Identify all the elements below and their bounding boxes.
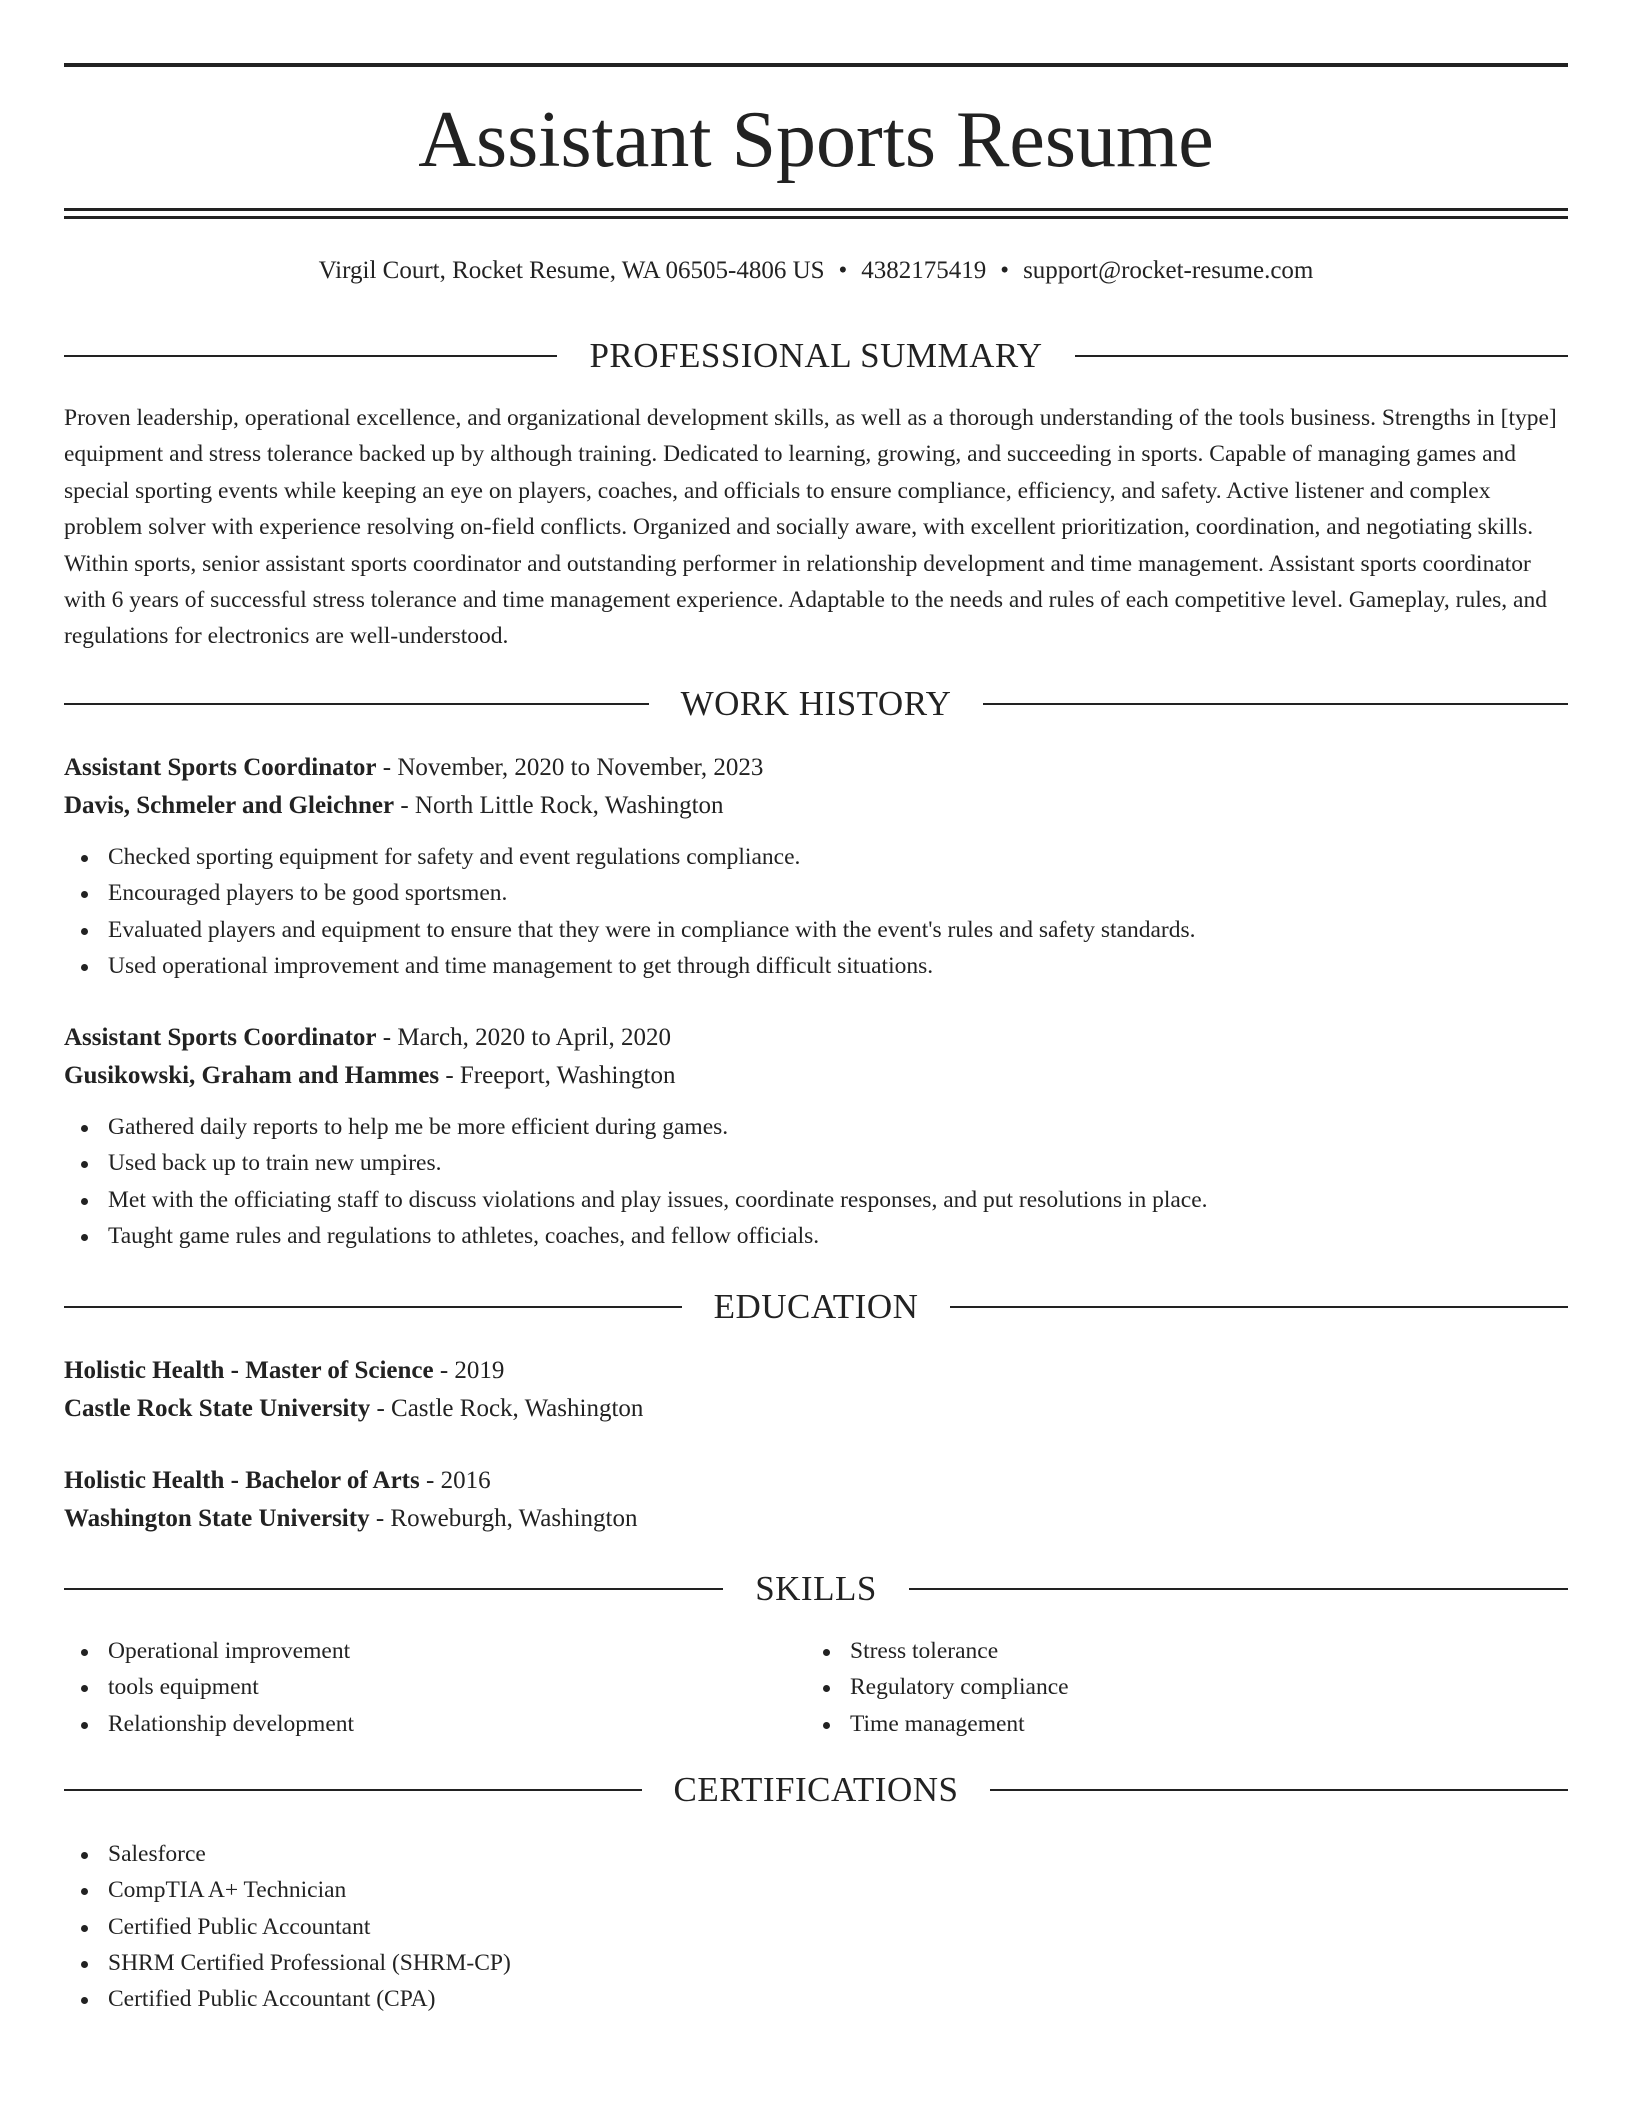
section-rule-left [64, 703, 649, 705]
school-line [64, 1390, 1568, 1428]
work-entry [64, 749, 1568, 984]
job-location: - North Little Rock, Washington [394, 792, 724, 819]
degree-line [64, 1352, 1568, 1390]
section-header-work [64, 682, 1568, 726]
section-title-work: WORK HISTORY [680, 684, 952, 723]
contact-email: support@rocket-resume.com [1023, 257, 1314, 284]
contact-phone: 4382175419 [861, 257, 987, 284]
section-rule-right [909, 1588, 1568, 1590]
job-title: Assistant Sports Coordinator [64, 754, 377, 781]
certifications-list [64, 1836, 1568, 2017]
degree-line [64, 1462, 1568, 1500]
section-rule-left [64, 355, 557, 357]
list-item: Evaluated players and equipment to ensure that they were in compliance with the event's rules and safety standards. [64, 912, 1568, 948]
list-item: CompTIA A+ Technician [64, 1872, 1568, 1908]
degree-year: - 2016 [419, 1467, 491, 1494]
education-entry [64, 1462, 1568, 1538]
list-item: Used back up to train new umpires. [64, 1145, 1568, 1181]
section-rule-right [1075, 355, 1568, 357]
list-item: tools equipment [64, 1669, 764, 1705]
degree-year: - 2019 [433, 1357, 505, 1384]
section-title-summary: PROFESSIONAL SUMMARY [589, 336, 1043, 375]
skills-list [806, 1633, 1506, 1742]
school: Washington State University [64, 1505, 370, 1532]
degree: Holistic Health - Bachelor of Arts [64, 1467, 420, 1494]
certifications-block [64, 1836, 1568, 2017]
list-item: SHRM Certified Professional (SHRM-CP) [64, 1945, 1568, 1981]
list-item: Used operational improvement and time management to get through difficult situations. [64, 948, 1568, 984]
list-item: Encouraged players to be good sportsmen. [64, 875, 1568, 911]
section-header-certifications [64, 1768, 1568, 1812]
section-title-education: EDUCATION [713, 1287, 919, 1326]
school-line [64, 1500, 1568, 1538]
skills-column-left [64, 1633, 764, 1742]
section-rule-left [64, 1789, 642, 1791]
job-company-line [64, 1057, 1568, 1095]
list-item: Certified Public Accountant [64, 1909, 1568, 1945]
list-item: Checked sporting equipment for safety and event regulations compliance. [64, 839, 1568, 875]
section-header-skills [64, 1567, 1568, 1611]
section-header-summary [64, 334, 1568, 378]
job-dates: - March, 2020 to April, 2020 [376, 1024, 671, 1051]
section-rule-left [64, 1306, 682, 1308]
job-dates: - November, 2020 to November, 2023 [376, 754, 764, 781]
list-item: Certified Public Accountant (CPA) [64, 1981, 1568, 2017]
summary-paragraph: Proven leadership, operational excellence, and organizational development skills, as well as a thorough understanding of the tools business. Strengths in [type] equipment and stress tolerance backed up by although training. Dedicated to learning, growing, and succeeding in sports. Capable of managing games and special sporting events while keeping an eye on players, coaches, and officials to ensure compliance, efficiency, and safety. Active listener and complex problem solver with experience resolving on-field conflicts. Organized and socially aware, with excellent prioritization, coordination, and negotiating skills. Within sports, senior assistant sports coordinator and outstanding performer in relationship development and time management. Assistant sports coordinator with 6 years of successful stress tolerance and time management experience. Adaptable to the needs and rules of each competitive level. Gameplay, rules, and regulations for electronics are well-understood. [64, 405, 1557, 650]
job-duties-list [64, 839, 1568, 984]
work-entry [64, 1019, 1568, 1254]
list-item: Taught game rules and regulations to athletes, coaches, and fellow officials. [64, 1218, 1568, 1254]
contact-separator: • [838, 257, 848, 284]
skills-column-right [806, 1633, 1506, 1742]
resume-title: Assistant Sports Resume [418, 96, 1214, 184]
section-title-certifications: CERTIFICATIONS [673, 1770, 959, 1809]
job-company: Davis, Schmeler and Gleichner [64, 792, 395, 819]
education-entry [64, 1352, 1568, 1428]
section-title-skills: SKILLS [755, 1569, 877, 1608]
contact-line [64, 254, 1568, 288]
school-location: - Castle Rock, Washington [370, 1395, 644, 1422]
job-title: Assistant Sports Coordinator [64, 1024, 377, 1051]
title-rule-upper [64, 208, 1568, 211]
list-item: Operational improvement [64, 1633, 764, 1669]
section-rule-left [64, 1588, 723, 1590]
contact-address: Virgil Court, Rocket Resume, WA 06505-4806 US [318, 257, 825, 284]
top-rule [64, 63, 1568, 67]
section-header-education [64, 1285, 1568, 1329]
title-rule-lower [64, 216, 1568, 219]
school-location: - Roweburgh, Washington [369, 1505, 638, 1532]
contact-separator: • [1000, 257, 1010, 284]
section-rule-right [950, 1306, 1568, 1308]
list-item: Met with the officiating staff to discuss violations and play issues, coordinate responses, and put resolutions in place. [64, 1182, 1568, 1218]
job-title-line [64, 749, 1568, 787]
list-item: Time management [806, 1706, 1506, 1742]
list-item: Relationship development [64, 1706, 764, 1742]
job-company-line [64, 787, 1568, 825]
list-item: Regulatory compliance [806, 1669, 1506, 1705]
school: Castle Rock State University [64, 1395, 371, 1422]
job-company: Gusikowski, Graham and Hammes [64, 1062, 440, 1089]
skills-list [64, 1633, 764, 1742]
section-rule-right [990, 1789, 1568, 1791]
job-title-line [64, 1019, 1568, 1057]
list-item: Salesforce [64, 1836, 1568, 1872]
list-item: Gathered daily reports to help me be more efficient during games. [64, 1109, 1568, 1145]
degree: Holistic Health - Master of Science [64, 1357, 434, 1384]
job-duties-list [64, 1109, 1568, 1254]
job-location: - Freeport, Washington [439, 1062, 676, 1089]
list-item: Stress tolerance [806, 1633, 1506, 1669]
section-rule-right [983, 703, 1568, 705]
